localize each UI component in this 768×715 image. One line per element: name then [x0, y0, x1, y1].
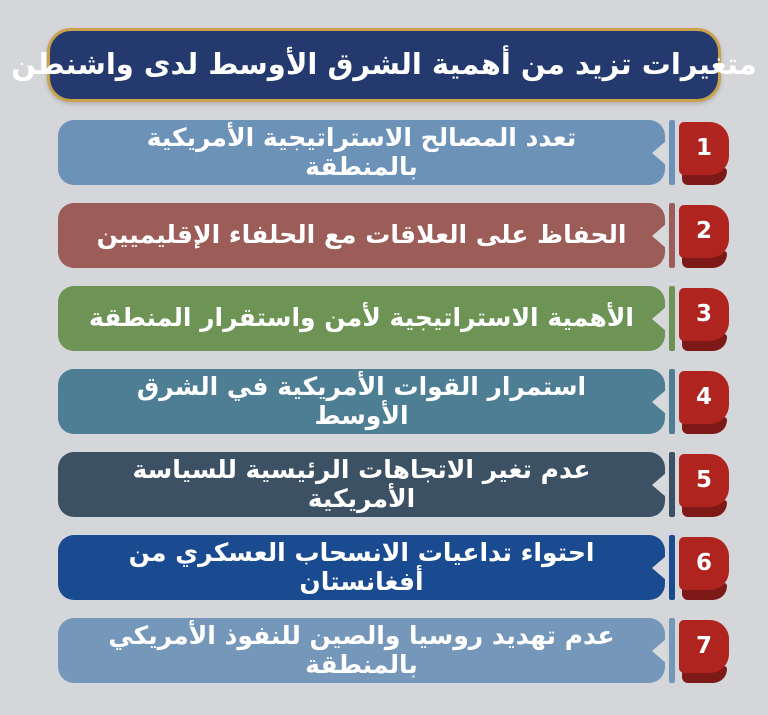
chevron-left-icon	[652, 473, 666, 497]
title-banner	[11, 28, 757, 102]
list-item-3	[0, 286, 768, 351]
badge-number: 4	[679, 371, 729, 424]
item-bar	[58, 286, 665, 351]
chevron-left-icon	[652, 141, 666, 165]
item-label: عدم تغير الاتجاهات الرئيسية للسياسة الأمريكية	[132, 454, 591, 513]
item-label: الأهمية الاستراتيجية لأمن واستقرار المنطقة	[89, 303, 634, 333]
list-item-6	[0, 535, 768, 600]
number-badge-3	[679, 287, 729, 351]
chevron-left-icon	[652, 639, 666, 663]
separator-stripe	[669, 120, 675, 185]
separator-stripe	[669, 286, 675, 351]
badge-number: 3	[679, 288, 729, 341]
list-item-4	[0, 369, 768, 434]
number-badge-5	[679, 453, 729, 517]
chevron-left-icon	[652, 390, 666, 414]
item-bar	[58, 120, 665, 185]
separator-stripe	[669, 369, 675, 434]
separator-stripe	[669, 618, 675, 683]
number-badge-4	[679, 370, 729, 434]
number-badge-2	[679, 204, 729, 268]
item-label: عدم تهديد روسيا والصين للنفوذ الأمريكي بالمنطقة	[108, 620, 615, 679]
list-item-2	[0, 203, 768, 268]
separator-stripe	[669, 452, 675, 517]
list-item-5	[0, 452, 768, 517]
number-badge-6	[679, 536, 729, 600]
list-item-1	[0, 120, 768, 185]
list-item-7	[0, 618, 768, 683]
chevron-left-icon	[652, 224, 666, 248]
item-bar	[58, 203, 665, 268]
badge-number: 6	[679, 537, 729, 590]
items-list	[0, 120, 768, 683]
badge-number: 5	[679, 454, 729, 507]
item-label: استمرار القوات الأمريكية في الشرق الأوسط	[136, 371, 587, 430]
badge-number: 2	[679, 205, 729, 258]
badge-number: 7	[679, 620, 729, 673]
item-label: الحفاظ على العلاقات مع الحلفاء الإقليميين	[96, 220, 627, 250]
item-bar	[58, 369, 665, 434]
badge-number: 1	[679, 122, 729, 175]
item-label: احتواء تداعيات الانسحاب العسكري من أفغانستان	[128, 537, 595, 596]
item-label: تعدد المصالح الاستراتيجية الأمريكية بالمنطقة	[146, 122, 577, 181]
page-title: متغيرات تزيد من أهمية الشرق الأوسط لدى واشنطن	[11, 47, 757, 82]
number-badge-1	[679, 121, 729, 185]
item-bar	[58, 452, 665, 517]
separator-stripe	[669, 535, 675, 600]
number-badge-7	[679, 619, 729, 683]
item-bar	[58, 618, 665, 683]
item-bar	[58, 535, 665, 600]
chevron-left-icon	[652, 307, 666, 331]
separator-stripe	[669, 203, 675, 268]
chevron-left-icon	[652, 556, 666, 580]
